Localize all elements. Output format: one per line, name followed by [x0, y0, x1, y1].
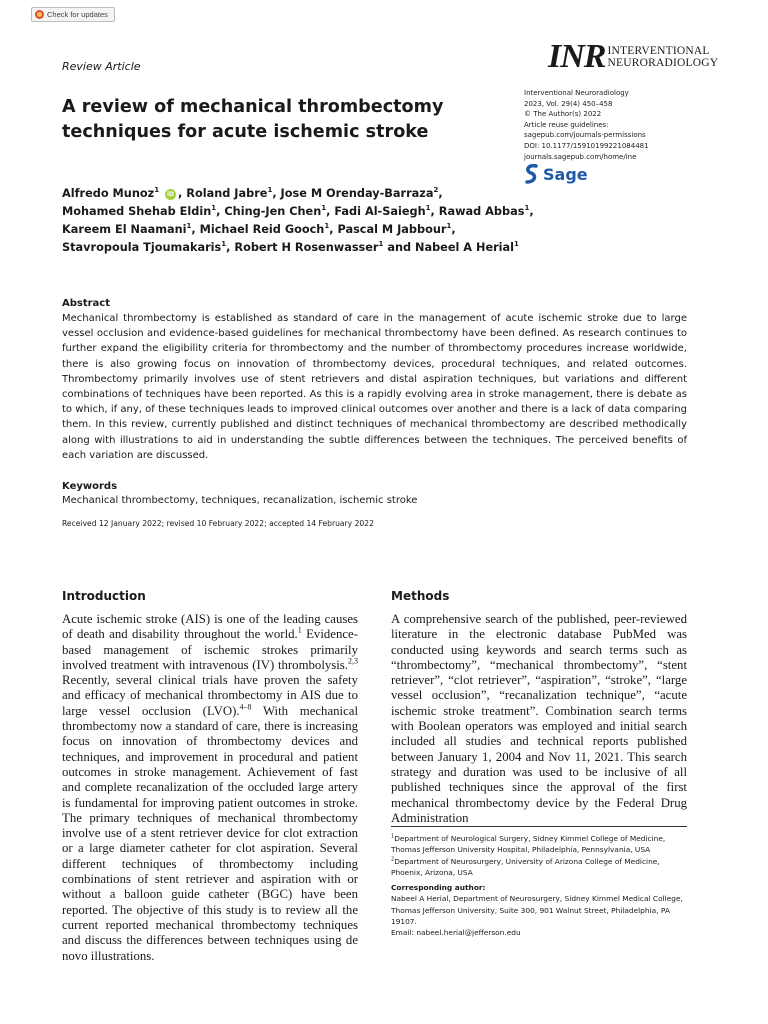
check-for-updates-button[interactable] — [31, 7, 115, 22]
author — [415, 241, 519, 254]
author-name: Michael Reid Gooch — [199, 223, 325, 236]
journal-name: Interventional Neuroradiology — [524, 89, 629, 97]
intro-text-4: With mechanical thrombectomy now a standard of care, there is increasing focus on innovation of thrombectomy devices and techniques, and improvement in procedural and patient outcomes in stroke management. Achievement of fast and complete recanalization of the occluded large artery is fundamental for improving patient outcomes in stroke. The primary techniques of mechanical thrombectomy involve use of a stent retriever device for clot extraction or a large diameter catheter for clot aspiration. Several different techniques of thrombectomy including combinations of stent retriever and aspiration with or without a balloon guide catheter (BGC) have been reported. The objective of this study is to review all the current reported mechanical thrombectomy techniques and discuss the differences between techniques using de novo illustrations. — [62, 703, 358, 963]
methods-heading: Methods — [391, 589, 450, 603]
journal-logo-line-2: NEURORADIOLOGY — [607, 57, 719, 69]
corresponding-author-heading: Corresponding author: — [391, 883, 486, 893]
affiliation-2: $^2$Department of Neurosurgery, University of Arizona College of Medicine, Phoenix, Arizona, USA — [391, 856, 660, 877]
footnote-divider — [391, 826, 687, 827]
author-affiliation-ref: 1 — [221, 240, 227, 249]
author-affiliation-ref: 1 — [514, 240, 519, 249]
author-affiliation-ref: 1 — [211, 204, 217, 213]
author-affiliation-ref: 2 — [433, 186, 439, 195]
journal-volume: 2023, Vol. 29(4) 450–458 — [524, 99, 613, 108]
abstract-heading: Abstract — [62, 298, 111, 309]
intro-text-3: Recently, several clinical trials have proven the safety and efficacy of mechanical thrombectomy in AIS due to large vessel occlusion (LVO). — [62, 673, 358, 718]
author-name: Pascal M Jabbour — [337, 223, 447, 236]
author-name: Ching-Jen Chen — [224, 205, 322, 218]
author-affiliation-ref: 1 — [321, 204, 327, 213]
author — [62, 241, 226, 254]
reuse-guidelines-label: Article reuse guidelines: — [524, 120, 609, 129]
journal-logo-initials: INR — [548, 38, 606, 75]
reuse-guidelines-link[interactable]: sagepub.com/journals-permissions — [524, 131, 646, 140]
author-affiliation-ref: 1 — [378, 240, 384, 249]
author — [234, 241, 383, 254]
author — [200, 223, 330, 236]
journal-logo-line-1: INTERVENTIONAL — [607, 45, 710, 57]
orcid-icon[interactable]: iD — [167, 190, 175, 198]
author-affiliation-ref: 1 — [186, 222, 192, 231]
author — [62, 223, 191, 236]
copyright: © The Author(s) 2022 — [524, 110, 602, 119]
author — [337, 223, 451, 236]
intro-text-1: Acute ischemic stroke (AIS) is one of the leading causes of death and disability throughout the world. — [62, 612, 358, 642]
author-name: Fadi Al-Saiegh — [334, 205, 426, 218]
introduction-heading: Introduction — [62, 589, 146, 603]
author-name: Mohamed Shehab Eldin — [62, 205, 212, 218]
author-affiliation-ref: 1 — [425, 204, 431, 213]
author-affiliation-ref: 1 — [267, 186, 273, 195]
journal-logo — [548, 38, 719, 75]
journal-meta — [524, 88, 724, 162]
author-affiliation-ref: 1 — [154, 186, 160, 195]
intro-text-2: Evidence-based management of ischemic strokes primarily involved treatment with intravenous (IV) thrombolysis. — [62, 627, 358, 672]
author-list: Alfredo Munoz$^1$ iD , Roland Jabre$^1$, Jose M Orenday-Barraza$^2$, Mohamed Shehab Eldin$^1$, Ching-Jen Chen$^1$, Fadi Al-Saiegh$^1$, Rawad Abbas$^1$, Kareem El Naamani$^1$, Michael Reid Gooch$^1$, Pascal M Jabbour$^1$, Stavropoula Tjoumakaris$^1$, Robert H Rosenwasser$^1$ and Nabeel A Herial$^1$ — [62, 186, 534, 254]
journal-url-link[interactable]: journals.sagepub.com/home/ine — [524, 152, 637, 161]
author-name: Jose M Orenday-Barraza — [280, 187, 434, 200]
sage-logo — [524, 163, 588, 185]
author-affiliation-ref: 1 — [524, 204, 530, 213]
corresponding-author-email[interactable]: Email: nabeel.herial@jefferson.edu — [391, 928, 521, 938]
author-name: Nabeel A Herial — [415, 241, 515, 254]
author — [62, 205, 216, 218]
author — [334, 205, 430, 218]
citation-ref[interactable]: 2,3 — [348, 656, 358, 666]
author-name: Kareem El Naamani — [62, 223, 187, 236]
author — [62, 187, 178, 200]
check-for-updates-label: Check for updates — [47, 10, 108, 19]
journal-logo-text — [607, 45, 718, 69]
author — [186, 187, 272, 200]
corresponding-author-text: Nabeel A Herial, Department of Neurosurgery, Sidney Kimmel Medical College, Thomas Jefferson University, Suite 300, 901 Walnut Street, Philadelphia, PA 19107. — [391, 894, 683, 927]
keywords-heading: Keywords — [62, 481, 118, 492]
author — [439, 205, 530, 218]
introduction-text — [62, 612, 358, 964]
article-type: Review Article — [62, 60, 141, 73]
author-name: Stavropoula Tjoumakaris — [62, 241, 222, 254]
doi-link[interactable]: DOI: 10.1177/15910199221084481 — [524, 141, 649, 150]
author-name: Alfredo Munoz — [62, 187, 155, 200]
sage-wordmark: Sage — [543, 164, 588, 184]
author — [224, 205, 326, 218]
author-name: Rawad Abbas — [438, 205, 525, 218]
citation-ref[interactable]: 4–8 — [239, 702, 252, 712]
affiliation-1: $^1$Department of Neurological Surgery, Sidney Kimmel College of Medicine, Thomas Jefferson University Hospital, Philadelphia, Pennsylvania, USA — [391, 833, 666, 855]
update-icon — [35, 10, 44, 19]
author-affiliation-ref: 1 — [324, 222, 330, 231]
abstract-text: Mechanical thrombectomy is established as standard of care in the management of acute ischemic stroke due to large vessel occlusion and evidence-based guidelines for mechanical thrombectomy have been defined. As research continues to further expand the eligibility criteria for thrombectomy and the number of thrombectomy procedures increase worldwide, there is also growing focus on innovation of thrombectomy devices, procedural techniques, and related outcomes. Thrombectomy primarily involves use of stent retrievers and distal aspiration techniques, but variations and different combinations of techniques have been reported. As this is a rapidly evolving area in stroke management, there is debate as to which, if any, of these techniques leads to improved clinical outcomes over another and there is a lack of data comparing them. In this review, currently published and distinct techniques of mechanical thrombectomy are described methodically along with illustrations to aid in understanding the subtle differences between the techniques. The perceived benefits of each variation are discussed. — [62, 313, 687, 461]
article-title: A review of mechanical thrombectomy techniques for acute ischemic stroke — [62, 97, 444, 142]
citation-ref[interactable]: 1 — [297, 626, 302, 636]
sage-mark-icon — [524, 163, 539, 185]
methods-text: A comprehensive search of the published, peer-reviewed literature in the electronic database PubMed was conducted using keywords and search terms such as “thrombectomy”, “mechanical thrombectomy”, “stent retriever”, “clot retriever”, “aspiration”, “stroke”, “large vessel occlusion”, “recanalization technique”, “acute ischemic stroke treatment”. Combination search terms with Boolean operators was employed and initial search included all studies and technical reports published between January 1, 2004 and Nov 11, 2021. This search strategy and duration was used to be inclusive of all published techniques since the approval of the first mechanical thrombectomy device by the Federal Drug Administration — [391, 612, 687, 825]
received-dates: Received 12 January 2022; revised 10 February 2022; accepted 14 February 2022 — [62, 519, 374, 528]
author-name: Robert H Rosenwasser — [234, 241, 379, 254]
keywords-text: Mechanical thrombectomy, techniques, recanalization, ischemic stroke — [62, 495, 418, 506]
footnotes — [391, 833, 691, 939]
author — [281, 187, 439, 200]
author-affiliation-ref: 1 — [446, 222, 452, 231]
author-name: Roland Jabre — [186, 187, 268, 200]
